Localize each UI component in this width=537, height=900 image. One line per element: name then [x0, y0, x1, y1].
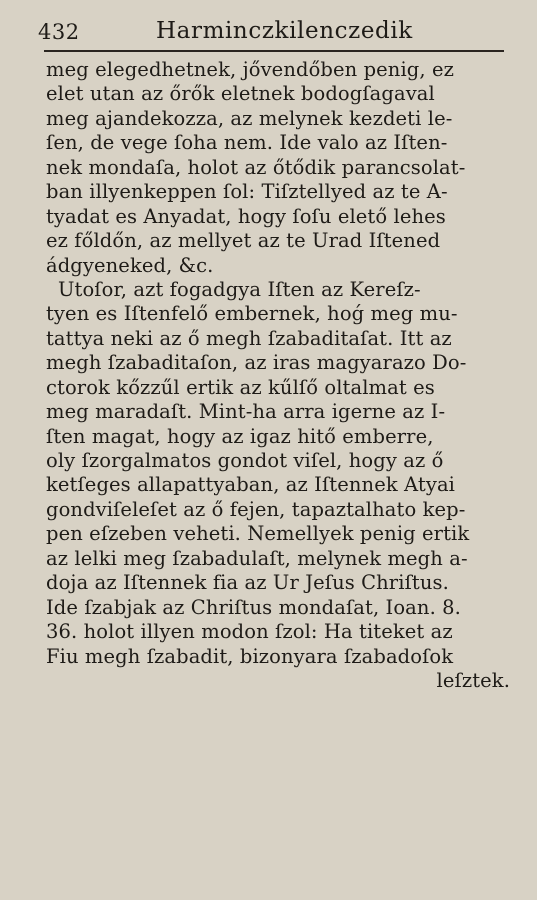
text-line: tattya neki az ő megh ſzabaditaſat. Itt az: [46, 326, 452, 350]
text-line: tyen es Iſtenfelő embernek, hoǵ meg mu-: [46, 302, 458, 326]
text-line: meg elegedhetnek, jővendőben penig, ez: [46, 58, 454, 81]
text-line: 36. holot illyen modon ſzol: Ha titeket az: [46, 620, 453, 644]
text-line: gondviſeleſet az ő fejen, tapaztalhato kep-: [46, 497, 466, 521]
page-number: 432: [38, 20, 80, 44]
text-line: Fiu megh ſzabadit, bizonyara ſzabadoſok: [46, 644, 454, 668]
text-line: nek mondaſa, holot az őtődik parancsolat-: [46, 155, 466, 179]
running-title: Harminczkilenczedik: [156, 18, 413, 44]
text-line-last: leſztek.: [436, 668, 510, 692]
text-line: elet utan az őrők eletnek bodogſagaval: [46, 82, 435, 106]
text-line: az lelki meg ſzabadulaſt, melynek megh a-: [46, 546, 468, 570]
text-line: meg maradaſt. Mint-ha arra igerne az I-: [46, 400, 446, 424]
text-line: doja az Iſtennek fia az Ur Jeſus Chriſtus.: [46, 571, 449, 595]
text-line: ctorok kőzzűl ertik az kűlſő oltalmat es: [46, 375, 435, 399]
text-line: megh ſzabaditaſon, az iras magyarazo Do-: [46, 351, 467, 375]
text-line: ez főldőn, az mellyet az te Urad Iſtened: [46, 229, 441, 253]
text-line: ádgyeneked, &c.: [46, 253, 214, 277]
text-line: meg ajandekozza, az melynek kezdeti le-: [46, 106, 453, 130]
page-header: [38, 14, 498, 48]
text-line: ſen, de vege ſoha nem. Ide valo az Iſten-: [46, 131, 448, 155]
paragraph-first-line: Utoſor, azt fogadgya Iſten az Kereſz-: [58, 277, 421, 301]
text-line: pen eſzeben veheti. Nemellyek penig ertik: [46, 522, 470, 546]
body-text: [46, 58, 516, 693]
text-line: ketſeges allapattyaban, az Iſtennek Atyai: [46, 473, 456, 497]
text-line: tyadat es Anyadat, hogy ſoſu elető lehes: [46, 204, 446, 228]
text-line: oly ſzorgalmatos gondot viſel, hogy az ő: [46, 449, 444, 472]
header-rule: [44, 50, 504, 52]
text-line: ſten magat, hogy az igaz hitő emberre,: [46, 424, 434, 448]
text-line: ban illyenkeppen ſol: Tiſztellyed az te A-: [46, 180, 448, 204]
text-line: Ide ſzabjak az Chriſtus mondaſat, Ioan. 8.: [46, 595, 461, 619]
